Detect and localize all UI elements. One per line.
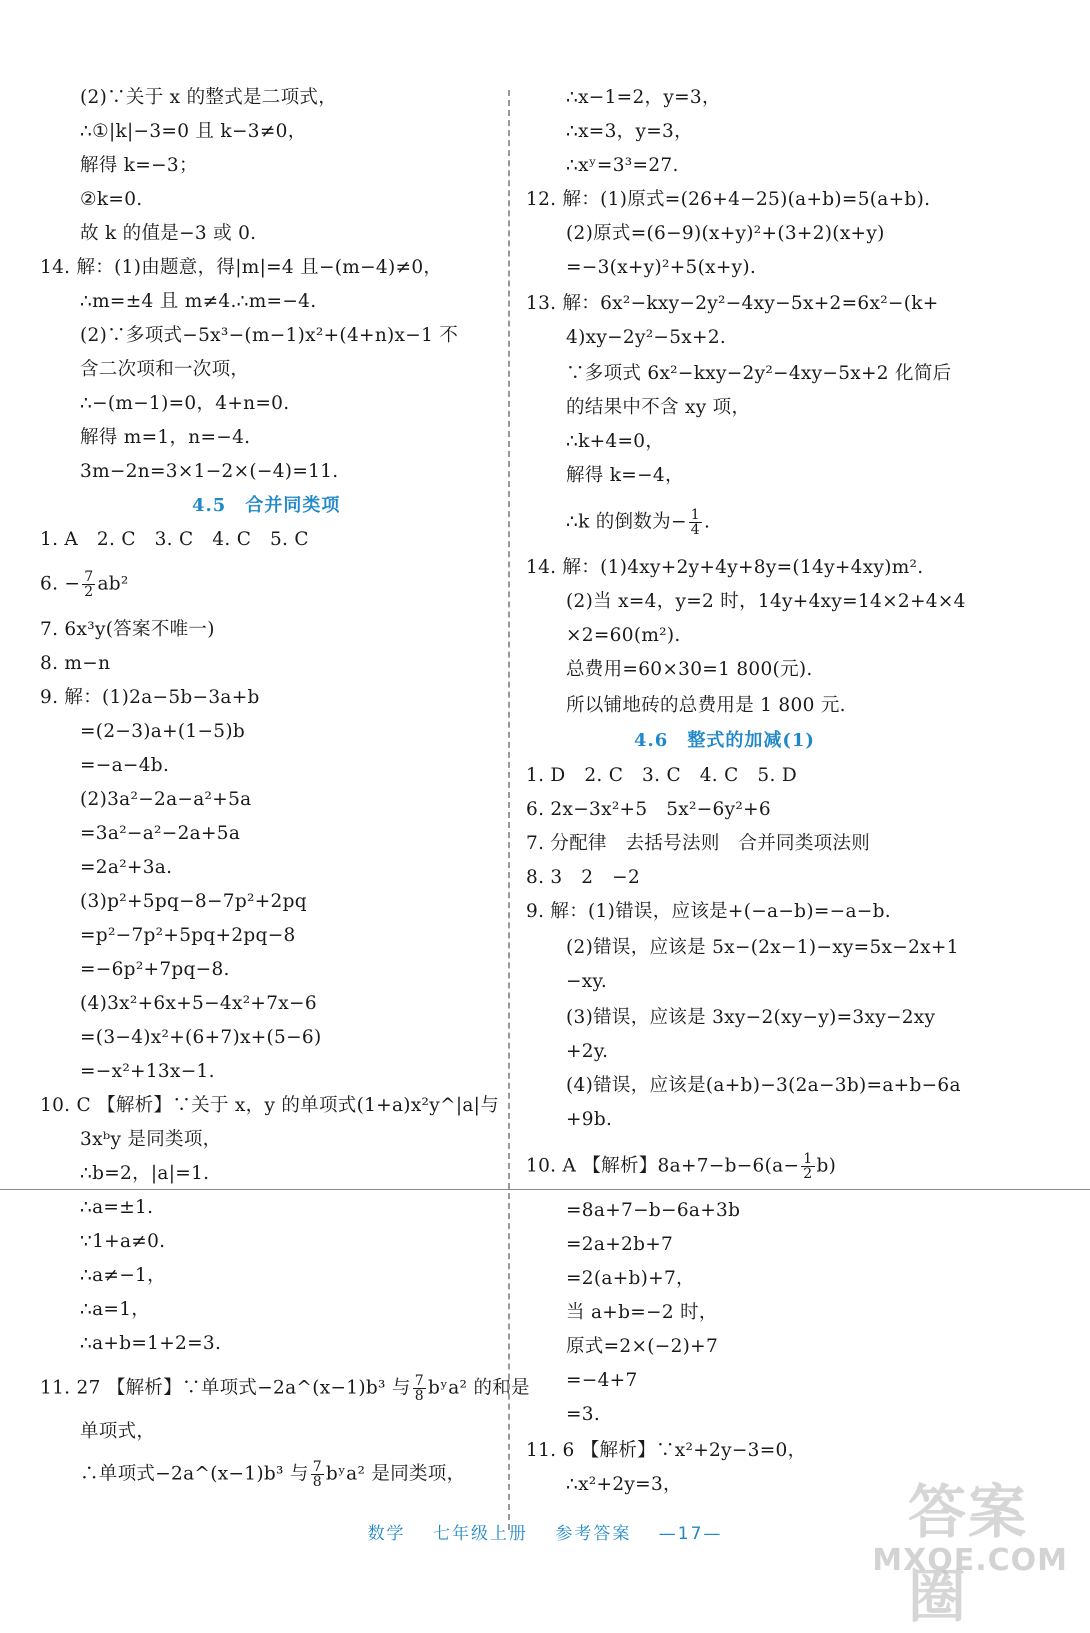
text-line: ∴x²+2y=3， <box>566 1474 682 1495</box>
text-part: ab² <box>97 573 129 595</box>
text-line: =p²−7p²+5pq+2pq−8 <box>80 925 296 946</box>
text-line: 8. 3 2 −2 <box>526 867 641 888</box>
fraction <box>413 1374 426 1403</box>
fraction-denominator: 4 <box>690 522 700 538</box>
text-part: 6. − <box>40 573 81 595</box>
fraction-numerator: 1 <box>803 1151 813 1167</box>
text-line: =3a²−a²−2a+5a <box>80 823 241 844</box>
fraction <box>311 1460 324 1489</box>
text-line: ∴x=3，y=3， <box>566 121 693 142</box>
text-part: 11. 27 【解析】∵单项式−2a^(x−1)b³ 与 <box>40 1377 411 1399</box>
text-line: (2)原式=(6−9)(x+y)²+(3+2)(x+y) <box>566 223 885 244</box>
text-line: ∴a=±1. <box>80 1197 154 1218</box>
text-line: 所以铺地砖的总费用是 1 800 元. <box>566 695 846 716</box>
text-line: 4)xy−2y²−5x+2. <box>566 327 727 348</box>
text-line: =2(a+b)+7， <box>566 1268 695 1289</box>
text-line: 12. 解：(1)原式=(26+4−25)(a+b)=5(a+b). <box>526 189 931 210</box>
text-line: ∴x−1=2，y=3， <box>566 87 721 108</box>
text-line: 9. 解：(1)错误，应该是+(−a−b)=−a−b. <box>526 901 891 922</box>
text-line: (2)当 x=4，y=2 时，14y+4xy=14×2+4×4 <box>566 591 966 612</box>
text-line: =2a+2b+7 <box>566 1234 674 1255</box>
text-line: 的结果中不含 xy 项， <box>566 397 751 418</box>
text-line: ∴xʸ=3³=27. <box>566 155 679 176</box>
fraction-denominator: 2 <box>803 1166 813 1182</box>
text-part: ∴k 的倒数为− <box>566 511 687 533</box>
text-line: +9b. <box>566 1109 613 1130</box>
text-line: 1. A 2. C 3. C 4. C 5. C <box>40 529 309 550</box>
text-line: (3)错误，应该是 3xy−2(xy−y)=3xy−2xy <box>566 1007 936 1028</box>
text-line: ∴b=2，|a|=1. <box>80 1163 210 1184</box>
text-line: 6. 2x−3x²+5 5x²−6y²+6 <box>526 799 771 820</box>
text-line: (4)错误，应该是(a+b)−3(2a−3b)=a+b−6a <box>566 1075 961 1096</box>
text-line: 11. 6 【解析】∵x²+2y−3=0， <box>526 1440 807 1461</box>
text-line: =(2−3)a+(1−5)b <box>80 721 246 742</box>
column-divider <box>508 90 510 1530</box>
fraction <box>82 570 95 599</box>
text-line: ∴a≠−1， <box>80 1265 166 1286</box>
section-heading: 4.6 整式的加减(1) <box>634 730 815 751</box>
text-part: 10. A 【解析】8a+7−b−6(a− <box>526 1155 800 1177</box>
text-line: ×2=60(m²). <box>566 625 681 646</box>
text-line: (2)3a²−2a−a²+5a <box>80 789 252 810</box>
text-line: 3xᵇy 是同类项， <box>80 1129 222 1150</box>
text-line: =−x²+13x−1. <box>80 1061 215 1082</box>
footer-label: 参考答案 <box>555 1524 632 1544</box>
text-line: 故 k 的值是−3 或 0. <box>80 223 257 244</box>
text-line: ∴k+4=0， <box>566 431 665 452</box>
fraction <box>801 1152 814 1181</box>
text-line: (2)错误，应该是 5x−(2x−1)−xy=5x−2x+1 <box>566 937 959 958</box>
fraction-denominator: 2 <box>84 584 94 600</box>
page-number: —17— <box>658 1524 723 1544</box>
text-line: 原式=2×(−2)+7 <box>566 1336 719 1357</box>
text-line: =8a+7−b−6a+3b <box>566 1200 741 1221</box>
text-part: ∴单项式−2a^(x−1)b³ 与 <box>80 1463 309 1485</box>
text-line: (3)p²+5pq−8−7p²+2pq <box>80 891 307 912</box>
text-line <box>80 1460 465 1489</box>
text-part: b) <box>816 1155 837 1177</box>
text-line: ∴a+b=1+2=3. <box>80 1333 222 1354</box>
text-line: 含二次项和一次项， <box>80 359 250 380</box>
text-line <box>40 1374 530 1403</box>
text-line: ∴−(m−1)=0，4+n=0. <box>80 393 290 414</box>
fraction-denominator: 8 <box>312 1474 322 1490</box>
text-line: 7. 6x³y(答案不唯一) <box>40 619 215 640</box>
text-line: 9. 解：(1)2a−5b−3a+b <box>40 687 260 708</box>
text-line <box>566 508 710 537</box>
text-line: ∵1+a≠0. <box>80 1231 166 1252</box>
fraction-numerator: 7 <box>414 1373 424 1389</box>
text-line: ∴a=1， <box>80 1299 151 1320</box>
text-line: =2a²+3a. <box>80 857 173 878</box>
text-part: . <box>703 511 711 533</box>
text-line: =(3−4)x²+(6+7)x+(5−6) <box>80 1027 322 1048</box>
fraction <box>689 508 702 537</box>
text-line: 10. C 【解析】∵关于 x，y 的单项式(1+a)x²y^|a|与 <box>40 1095 500 1116</box>
text-line: (2)∵多项式−5x³−(m−1)x²+(4+n)x−1 不 <box>80 325 459 346</box>
right-column <box>520 0 990 1600</box>
text-line: 13. 解：6x²−kxy−2y²−4xy−5x+2=6x²−(k+ <box>526 293 939 314</box>
text-line: 单项式， <box>80 1421 156 1442</box>
fraction-numerator: 7 <box>84 569 94 585</box>
text-line: 14. 解：(1)4xy+2y+4y+8y=(14y+4xy)m². <box>526 557 924 578</box>
text-line <box>40 570 129 599</box>
text-line: +2y. <box>566 1041 609 1062</box>
text-part: bʸa² 的和是 <box>427 1377 530 1399</box>
text-line: 总费用=60×30=1 800(元). <box>566 659 813 680</box>
text-line: ∴m=±4 且 m≠4.∴m=−4. <box>80 291 317 312</box>
watermark-main-text: 答案圈 <box>908 1478 1029 1630</box>
text-line: 当 a+b=−2 时， <box>566 1302 718 1323</box>
text-line: 3m−2n=3×1−2×(−4)=11. <box>80 461 339 482</box>
text-line: ∴①|k|−3=0 且 k−3≠0， <box>80 121 307 142</box>
text-line: 解得 m=1，n=−4. <box>80 427 251 448</box>
fraction-denominator: 8 <box>414 1388 424 1404</box>
fraction-numerator: 7 <box>312 1459 322 1475</box>
watermark-logo <box>872 1465 1068 1630</box>
text-line: 解得 k=−3； <box>80 155 198 176</box>
text-line: =−a−4b. <box>80 755 170 776</box>
text-line: −xy. <box>566 971 608 992</box>
text-line: 解得 k=−4， <box>566 465 684 486</box>
watermark-url-text: MXQE.COM <box>872 1543 1068 1578</box>
text-line: (4)3x²+6x+5−4x²+7x−6 <box>80 993 317 1014</box>
text-line: (2)∵关于 x 的整式是二项式， <box>80 87 338 108</box>
fraction-numerator: 1 <box>690 507 700 523</box>
text-line: ②k=0. <box>80 189 143 210</box>
text-line: 1. D 2. C 3. C 4. C 5. D <box>526 765 797 786</box>
text-line: 8. m−n <box>40 653 111 674</box>
text-line <box>526 1152 836 1181</box>
text-part: bʸa² 是同类项， <box>325 1463 466 1485</box>
footer-subject: 数学 <box>367 1524 406 1544</box>
text-line: =3. <box>566 1404 601 1425</box>
text-line: =−6p²+7pq−8. <box>80 959 230 980</box>
section-heading: 4.5 合并同类项 <box>192 495 341 516</box>
text-line: 14. 解：(1)由题意，得|m|=4 且−(m−4)≠0， <box>40 257 443 278</box>
text-line: ∵多项式 6x²−kxy−2y²−4xy−5x+2 化简后 <box>566 363 952 384</box>
text-line: =−4+7 <box>566 1370 638 1391</box>
text-line: 7. 分配律 去括号法则 合并同类项法则 <box>526 833 871 854</box>
footer-grade: 七年级上册 <box>432 1524 528 1544</box>
text-line: =−3(x+y)²+5(x+y). <box>566 257 757 278</box>
